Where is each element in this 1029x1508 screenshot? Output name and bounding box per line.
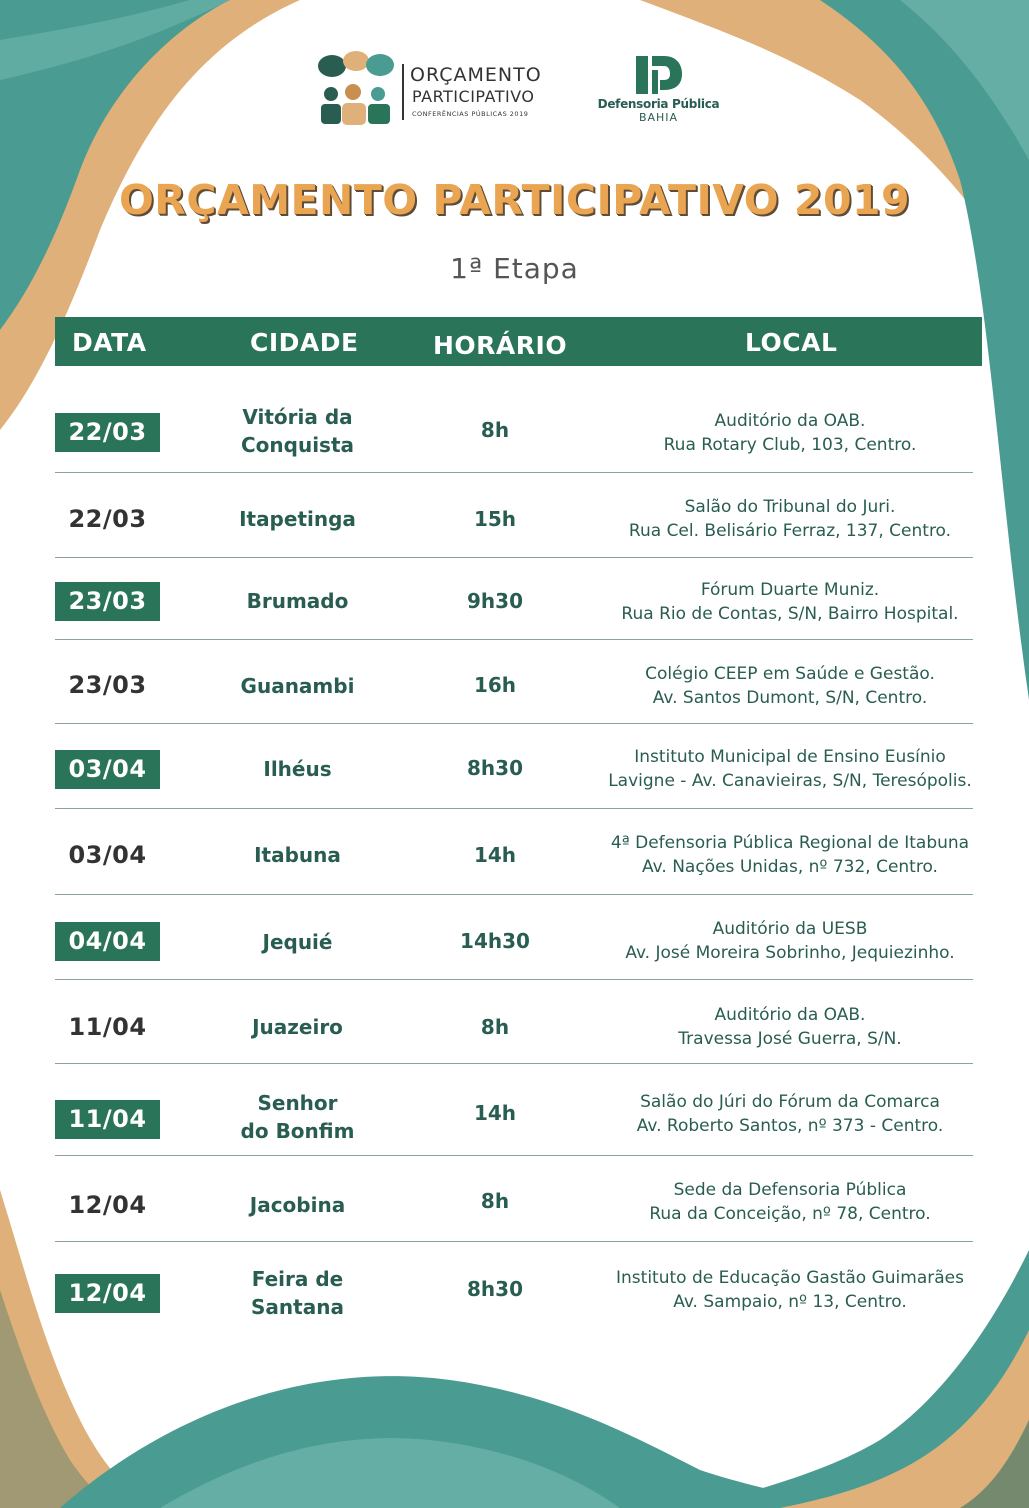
city-cell: Brumado bbox=[246, 589, 349, 613]
city-cell: Itabuna bbox=[254, 843, 341, 867]
hour-cell: 14h bbox=[473, 1101, 517, 1125]
date-cell: 11/04 bbox=[68, 1013, 147, 1041]
date-cell: 04/04 bbox=[55, 922, 160, 961]
date-cell: 12/04 bbox=[55, 1274, 160, 1313]
header-horario: HORÁRIO bbox=[433, 331, 568, 360]
local-cell: Salão do Tribunal do Juri. Rua Cel. Belisário Ferraz, 137, Centro. bbox=[628, 497, 952, 541]
hour-cell: 8h30 bbox=[467, 756, 523, 780]
logo-divider bbox=[402, 64, 404, 120]
hour-cell: 8h30 bbox=[467, 1277, 523, 1301]
date-cell: 03/04 bbox=[68, 841, 147, 869]
table-row bbox=[55, 640, 973, 724]
table-row bbox=[55, 809, 973, 895]
local-cell: 4ª Defensoria Pública Regional de Itabuna Av. Nações Unidas, nº 732, Centro. bbox=[610, 833, 970, 877]
table-row bbox=[55, 724, 973, 809]
hour-cell: 9h30 bbox=[467, 589, 523, 613]
local-cell: Sede da Defensoria Pública Rua da Conceição, nº 78, Centro. bbox=[649, 1180, 931, 1224]
date-cell: 03/04 bbox=[55, 750, 160, 789]
local-cell: Salão do Júri do Fórum da Comarca Av. Roberto Santos, nº 373 - Centro. bbox=[636, 1092, 944, 1136]
header-data: DATA bbox=[72, 328, 147, 357]
table-header bbox=[55, 317, 982, 366]
people-speech-icon bbox=[316, 48, 402, 128]
logo-text-conferencias: CONFERÊNCIAS PÚBLICAS 2019 bbox=[412, 110, 529, 118]
hour-cell: 14h30 bbox=[460, 929, 530, 953]
defensoria-publica-logo bbox=[596, 54, 721, 126]
city-cell: Jacobina bbox=[249, 1193, 346, 1217]
local-cell: Auditório da OAB. Travessa José Guerra, S/N. bbox=[678, 1005, 902, 1049]
hour-cell: 14h bbox=[473, 843, 517, 867]
table-row bbox=[55, 1156, 973, 1242]
city-cell: Feira de Santana bbox=[251, 1267, 344, 1319]
date-cell: 23/03 bbox=[55, 582, 160, 621]
local-cell: Auditório da OAB. Rua Rotary Club, 103, Centro. bbox=[663, 411, 917, 455]
header-cidade: CIDADE bbox=[250, 328, 359, 357]
logo-text-participativo: PARTICIPATIVO bbox=[412, 87, 535, 106]
table-row bbox=[55, 1064, 973, 1156]
hour-cell: 8h bbox=[480, 418, 510, 442]
local-cell: Fórum Duarte Muniz. Rua Rio de Contas, S/N, Bairro Hospital. bbox=[621, 580, 959, 624]
dp-mark-icon bbox=[634, 54, 684, 96]
logo-text-orcamento: ORÇAMENTO bbox=[410, 64, 542, 86]
local-cell: Instituto Municipal de Ensino Eusínio Lavigne - Av. Canavieiras, S/N, Teresópolis. bbox=[608, 747, 972, 791]
city-cell: Juazeiro bbox=[252, 1015, 343, 1039]
table-row bbox=[55, 473, 973, 558]
city-cell: Ilhéus bbox=[263, 757, 332, 781]
date-cell: 12/04 bbox=[68, 1191, 147, 1219]
city-cell: Jequié bbox=[262, 930, 333, 954]
defensoria-name: Defensoria Pública bbox=[597, 97, 720, 111]
city-cell: Guanambi bbox=[240, 674, 355, 698]
date-cell: 22/03 bbox=[55, 413, 160, 452]
defensoria-state: BAHIA bbox=[638, 111, 679, 124]
local-cell: Auditório da UESB Av. José Moreira Sobrinho, Jequiezinho. bbox=[625, 919, 955, 963]
local-cell: Instituto de Educação Gastão Guimarães Av. Sampaio, nº 13, Centro. bbox=[616, 1268, 964, 1312]
hour-cell: 8h bbox=[480, 1015, 510, 1039]
page-title: ORÇAMENTO PARTICIPATIVO 2019 bbox=[118, 176, 911, 224]
header-local: LOCAL bbox=[745, 328, 838, 357]
table-row bbox=[55, 980, 973, 1064]
date-cell: 11/04 bbox=[55, 1100, 160, 1139]
hour-cell: 16h bbox=[473, 673, 517, 697]
city-cell: Vitória da Conquista bbox=[240, 405, 355, 457]
table-row bbox=[55, 895, 973, 980]
city-cell: Itapetinga bbox=[239, 507, 356, 531]
date-cell: 22/03 bbox=[68, 505, 147, 533]
local-cell: Colégio CEEP em Saúde e Gestão. Av. Santos Dumont, S/N, Centro. bbox=[645, 664, 935, 708]
date-cell: 23/03 bbox=[68, 671, 147, 699]
hour-cell: 15h bbox=[473, 507, 517, 531]
table-row bbox=[55, 1242, 973, 1332]
hour-cell: 8h bbox=[480, 1189, 510, 1213]
table-row bbox=[55, 558, 973, 640]
page-subtitle: 1ª Etapa bbox=[450, 252, 579, 285]
orcamento-participativo-logo bbox=[316, 48, 556, 128]
city-cell: Senhor do Bonfim bbox=[240, 1091, 355, 1143]
table-row bbox=[55, 390, 973, 473]
